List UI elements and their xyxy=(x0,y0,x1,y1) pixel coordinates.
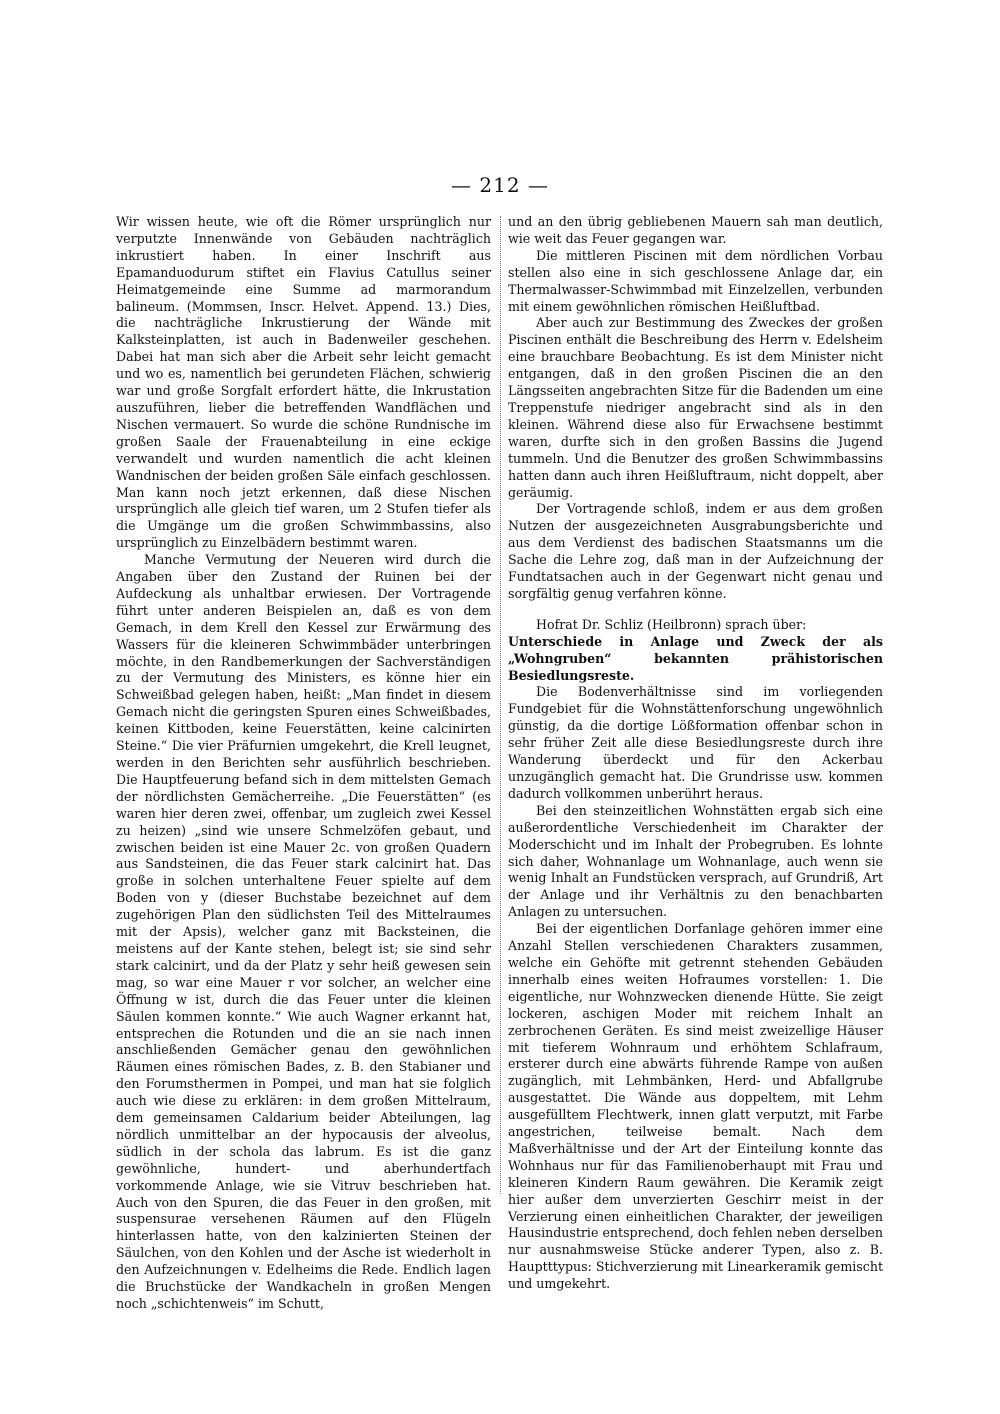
body-paragraph: Bei den steinzeitlichen Wohnstätten ergab sich eine außerordentliche Verschiedenheit im Charakter der Moderschicht und im Inhalt der Probegruben. Es lohnte sich daher, Wohnanlage um Wohnanlage, auch wenn sie wenig Inhalt an Fundstücken versprach, auf Grundriß, Art der Anlage und ihr Verhältnis zu den benachbarten Anlagen zu untersuchen. xyxy=(508,802,883,920)
left-column xyxy=(116,214,491,1313)
body-paragraph: Der Vortragende schloß, indem er aus dem großen Nutzen der ausgezeichneten Ausgrabungsberichte und aus dem Verdienst des badischen Staatsmanns um die Sache die Lehre zog, daß man in der Aufzeichnung der Fundtatsachen auch in der Gegenwart nicht genau und sorgfältig genug verfahren könne. xyxy=(508,501,883,601)
body-paragraph: Die Bodenverhältnisse sind im vorliegenden Fundgebiet für die Wohnstättenforschung ungewöhnlich günstig, da die dortige Lößformation offenbar schon in sehr früher Zeit alle diese Besiedlungsreste durch ihre Wanderung überdeckt und für den Ackerbau unzugänglich gemacht hat. Die Grundrisse usw. kommen dadurch vollkommen unberührt heraus. xyxy=(508,684,883,801)
body-paragraph: und an den übrig gebliebenen Mauern sah man deutlich, wie weit das Feuer gegangen war. xyxy=(508,214,883,246)
right-column xyxy=(508,214,883,1293)
body-paragraph: Aber auch zur Bestimmung des Zweckes der großen Piscinen enthält die Beschreibung des Herrn v. Edelsheim eine brauchbare Beobachtung. Es ist dem Minister nicht entgangen, daß in den großen Piscinen die an den Längsseiten angebrachten Sitze für die Badenden um eine Treppenstufe niedriger angebracht sind als in den kleinen. Während diese also für Erwachsene bestimmt waren, durfte sich in den großen Bassins die Jugend tummeln. Und die Benutzer des großen Schwimmbassins hatten dann auch ihren Heißluftraum, nicht doppelt, aber geräumig. xyxy=(508,315,883,500)
section-heading: Unterschiede in Anlage und Zweck der als „Wohngruben“ bekannten prähistorischen Besiedlungsreste. xyxy=(508,633,883,683)
page-number: — 212 — xyxy=(451,173,549,197)
body-paragraph: Bei der eigentlichen Dorfanlage gehören immer eine Anzahl Stellen verschiedenen Charakters zusammen, welche ein Gehöfte mit getrennt stehenden Gebäuden innerhalb eines weiten Hofraumes vorstellen: 1. Die eigentliche, nur Wohnzwecken dienende Hütte. Sie zeigt lockeren, aschigen Moder mit reichem Inhalt an zerbrochenen Geräten. Es sind meist zweizellige Häuser mit tieferem Wohnraum und erhöhtem Schlafraum, ersterer durch eine abwärts führende Rampe von außen zugänglich, mit Lehmbänken, Herd- und Abfallgrube ausgestattet. Die Wände aus doppeltem, mit Lehm ausgefülltem Flechtwerk, innen glatt verputzt, mit Farbe angestrichen, teilweise bemalt. Nach dem Maßverhältnisse und der Art der Einteilung konnte das Wohnhaus nur für das Familienoberhaupt mit Frau und kleineren Kindern Raum gewähren. Die Keramik zeigt hier außer dem unverzierten Geschirr meist in der Verzierung einen einheitlichen Charakter, der jeweiligen Hausindustrie entsprechend, doch fehlen neben derselben nur ausnahmsweise Stücke anderer Typen, also z. B. Hauptttypus: Stichverzierung mit Linearkeramik gemischt und umgekehrt. xyxy=(508,921,883,1292)
body-paragraph: Wir wissen heute, wie oft die Römer ursprünglich nur verputzte Innenwände von Gebäuden nachträglich inkrustiert haben. In einer Inschrift aus Epamanduodurum stiftet ein Flavius Catullus seiner Heimatgemeinde eine Summe ad marmorandum balineum. (Mommsen, Inscr. Helvet. Append. 13.) Dies, die nachträgliche Inkrustierung der Wände mit Kalksteinplatten, ist auch in Badenweiler geschehen. Dabei hat man sich aber die Arbeit sehr leicht gemacht und wo es, namentlich bei gerundeten Flächen, schwierig war und große Sorgfalt erfordert hätte, die Inkrustation auszuführen, lieber die betreffenden Wandflächen und Nischen vermauert. So wurde die schöne Rundnische im großen Saale der Frauenabteilung in eine eckige verwandelt und wurden namentlich die acht kleinen Wandnischen der beiden großen Säle einfach geschlossen. Man kann noch jetzt erkennen, daß diese Nischen ursprünglich alle gleich tief waren, um 2 Stufen tiefer als die Umgänge um die großen Schwimmbassins, also ursprünglich zu Einzelbädern bestimmt waren. xyxy=(116,214,492,551)
body-paragraph: Die mittleren Piscinen mit dem nördlichen Vorbau stellen also eine in sich geschlossene Anlage dar, ein Thermalwasser-Schwimmbad mit Einzelzellen, verbunden mit einem gewöhnlichen römischen Heißluftbad. xyxy=(508,247,883,314)
column-divider xyxy=(500,216,501,1194)
body-paragraph: Hofrat Dr. Schliz (Heilbronn) sprach über: xyxy=(536,616,807,632)
section-gap xyxy=(508,603,883,617)
body-paragraph: Manche Vermutung der Neueren wird durch die Angaben über den Zustand der Ruinen bei der Aufdeckung als unhaltbar erwiesen. Der Vortragende führt unter anderen Beispielen an, daß es von dem Gemach, in dem Krell den Kessel zur Erwärmung des Wassers für die kleineren Schwimmbäder unterbringen möchte, in den Randbemerkungen der Sachverständigen zu der Vermutung des Ministers, es könne hier ein Schweißbad gelegen haben, heißt: „Man findet in diesem Gemach nicht die geringsten Spuren eines Schweißbades, keinen Kittboden, keine Feuerstätten, keine calcinirten Steine.“ Die vier Präfurnien umgekehrt, die Krell leugnet, werden in den Berichten sehr ausführlich beschrieben. Die Hauptfeuerung befand sich in dem mittelsten Gemach der nördlichsten Gemächerreihe. „Die Feuerstätten“ (es waren hier deren zwei, offenbar, um zugleich zwei Kessel zu heizen) „sind wie unsere Schmelzöfen gebaut, und zwischen beiden ist eine Mauer 2c. von großen Quadern aus Sandsteinen, die das Feuer stark calcinirt hat. Das große in solchen unterhaltene Feuer spielte auf dem Boden von y (dieser Buchstabe bezeichnet auf dem zugehörigen Plan den südlichsten Teil des Mittelraumes mit der Apsis), welcher ganz mit Backsteinen, die meistens auf der Kante stehen, belegt ist; sie sind sehr stark calcinirt, und da der Platz y sehr heiß gewesen sein mag, so war eine Mauer r vor solcher, an welcher eine Öffnung w ist, durch die das Feuer unter die kleinen Säulen kommen konnte.“ Wie auch Wagner erkannt hat, entsprechen die Rotunden und die an sie nach innen anschließenden Gemächer genau den gewöhnlichen Räumen eines römischen Bades, z. B. den Stabianer und den Forumsthermen in Pompei, und man hat sie folglich auch wie diese zu erklären: in dem großen Mittelraum, dem gemeinsamen Caldarium beider Abteilungen, lag nördlich unmittelbar an der hypocausis der alveolus, südlich in der schola das labrum. Es ist die ganz gewöhnliche, hundert- und aberhundertfach vorkommende Anlage, wie sie Vitruv beschrieben hat. Auch von den Spuren, die das Feuer in den großen, mit suspensurae versehenen Räumen auf den Flügeln hinterlassen hatte, von den kalzinierten Steinen der Säulchen, von den Kohlen und der Asche ist wiederholt in den Aufzeichnungen v. Edelheims die Rede. Endlich lagen die Bruchstücke der Wandkacheln in großen Mengen noch „schichtenweis“ im Schutt, xyxy=(116,552,491,1311)
